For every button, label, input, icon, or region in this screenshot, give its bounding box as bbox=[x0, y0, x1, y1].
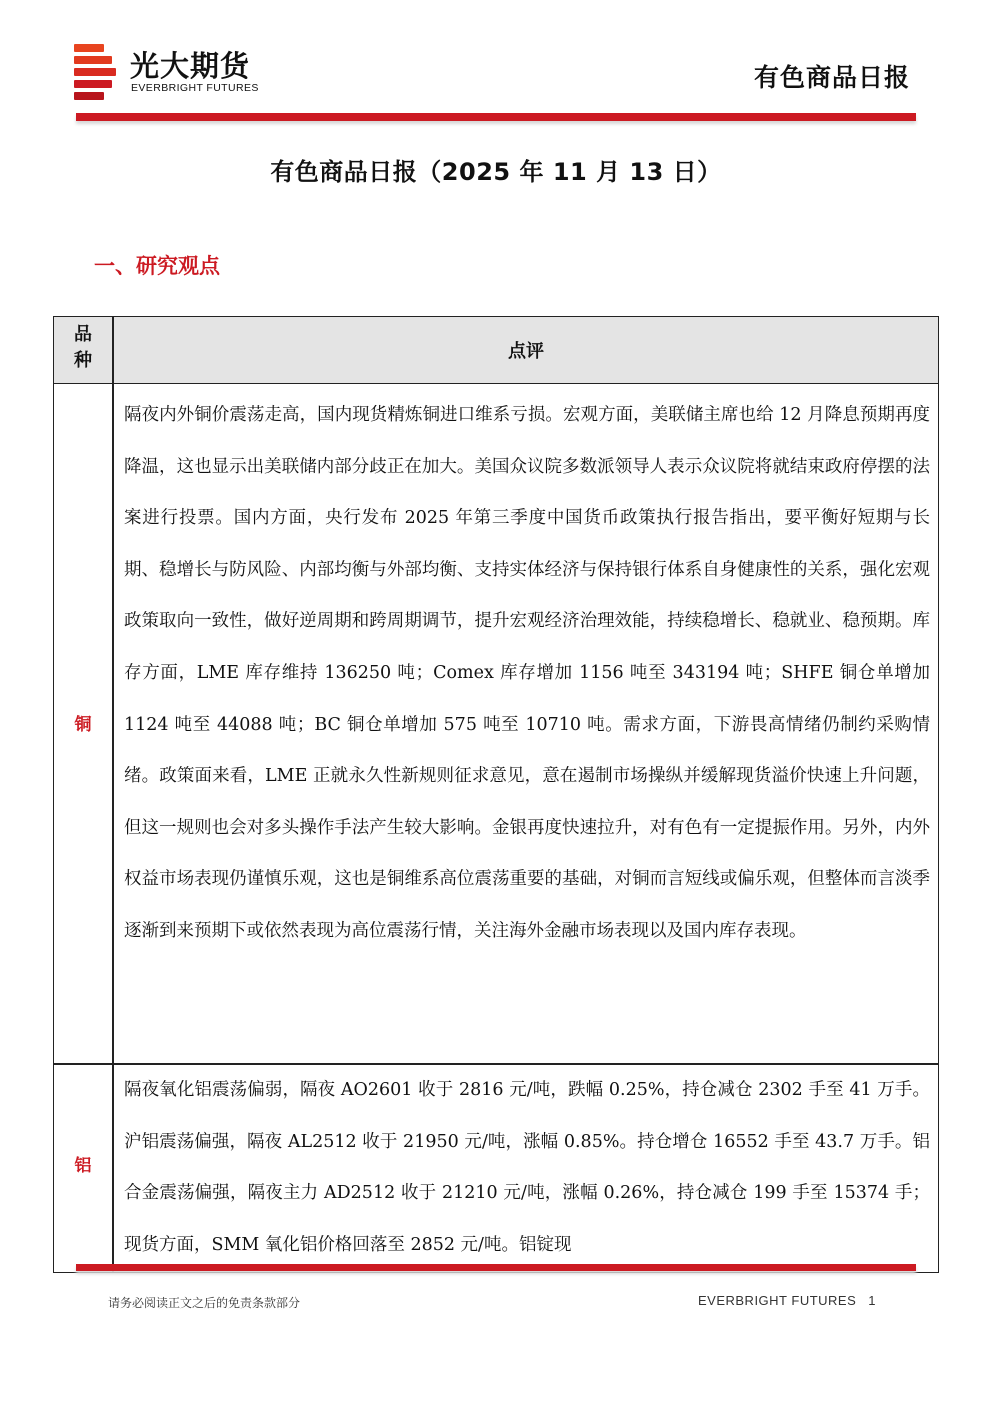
brand-logo bbox=[74, 44, 284, 100]
header-category-line-2: 种 bbox=[74, 350, 92, 371]
brand-name-cn: 光大期货 bbox=[130, 49, 251, 83]
research-view-table bbox=[53, 316, 939, 1273]
table-row-aluminium bbox=[54, 1065, 938, 1273]
table-row-copper bbox=[54, 384, 938, 1064]
header-category-line-1: 品 bbox=[74, 324, 92, 345]
row-comment-copper: 隔夜内外铜价震荡走高，国内现货精炼铜进口维系亏损。宏观方面，美联储主席也给 12 月降息预期再度降温，这也显示出美联储内部分歧正在加大。美国众议院多数派领导人表示众议院将就结束政府停摆的法案进行投票。国内方面，央行发布 2025 年第三季度中国货币政策执行报告指出，要平衡好短期与长期、稳增长与防风险、内部均衡与外部均衡、支持实体经济与保持银行体系自身健康性的关系，强化宏观政策取向一致性，做好逆周期和跨周期调节，提升宏观经济治理效能，持续稳增长、稳就业、稳预期。库存方面，LME 库存维持 136250 吨；Comex 库存增加 1156 吨至 343194 吨；SHFE 铜仓单增加 1124 吨至 44088 吨；BC 铜仓单增加 575 吨至 10710 吨。需求方面，下游畏高情绪仍制约采购情绪。政策面来看，LME 正就永久性新规则征求意见，意在遏制市场操纵并缓解现货溢价快速上升问题，但这一规则也会对多头操作手法产生较大影响。金银再度快速拉升，对有色有一定提振作用。另外，内外权益市场表现仍谨慎乐观，这也是铜维系高位震荡重要的基础，对铜而言短线或偏乐观，但整体而言淡季逐渐到来预期下或依然表现为高位震荡行情，关注海外金融市场表现以及国内库存表现。 bbox=[124, 405, 930, 941]
footer-brand-name: EVERBRIGHT FUTURES bbox=[697, 1293, 857, 1308]
footer-disclaimer: 请务必阅读正文之后的免责条款部分 bbox=[108, 1296, 301, 1310]
footer-divider bbox=[76, 1264, 916, 1271]
everbright-logo-icon bbox=[74, 44, 118, 100]
brand-name-en: EVERBRIGHT FUTURES bbox=[131, 82, 259, 94]
header-divider bbox=[76, 113, 916, 121]
table-header-row bbox=[54, 317, 938, 384]
header-comment: 点评 bbox=[508, 341, 544, 362]
row-comment-aluminium: 隔夜氧化铝震荡偏弱，隔夜 AO2601 收于 2816 元/吨，跌幅 0.25%，持仓减仓 2302 手至 41 万手。沪铝震荡偏强，隔夜 AL2512 收于 21950 元/吨，涨幅 0.85%。持仓增仓 16552 手至 43.7 万手。铝合金震荡偏强，隔夜主力 AD2512 收于 21210 元/吨，涨幅 0.26%，持仓减仓 199 手至 15374 手；现货方面，SMM 氧化铝价格回落至 2852 元/吨。铝锭现 bbox=[124, 1080, 930, 1255]
header-category bbox=[54, 322, 112, 374]
row-category-aluminium: 铝 bbox=[74, 1156, 92, 1176]
document-title: 有色商品日报（2025 年 11 月 13 日） bbox=[270, 158, 722, 186]
footer-brand bbox=[698, 1293, 876, 1308]
page-number: 1 bbox=[868, 1293, 876, 1308]
row-category-copper: 铜 bbox=[74, 715, 92, 735]
report-type-title: 有色商品日报 bbox=[753, 63, 910, 92]
section-heading: 一、研究观点 bbox=[94, 254, 220, 278]
